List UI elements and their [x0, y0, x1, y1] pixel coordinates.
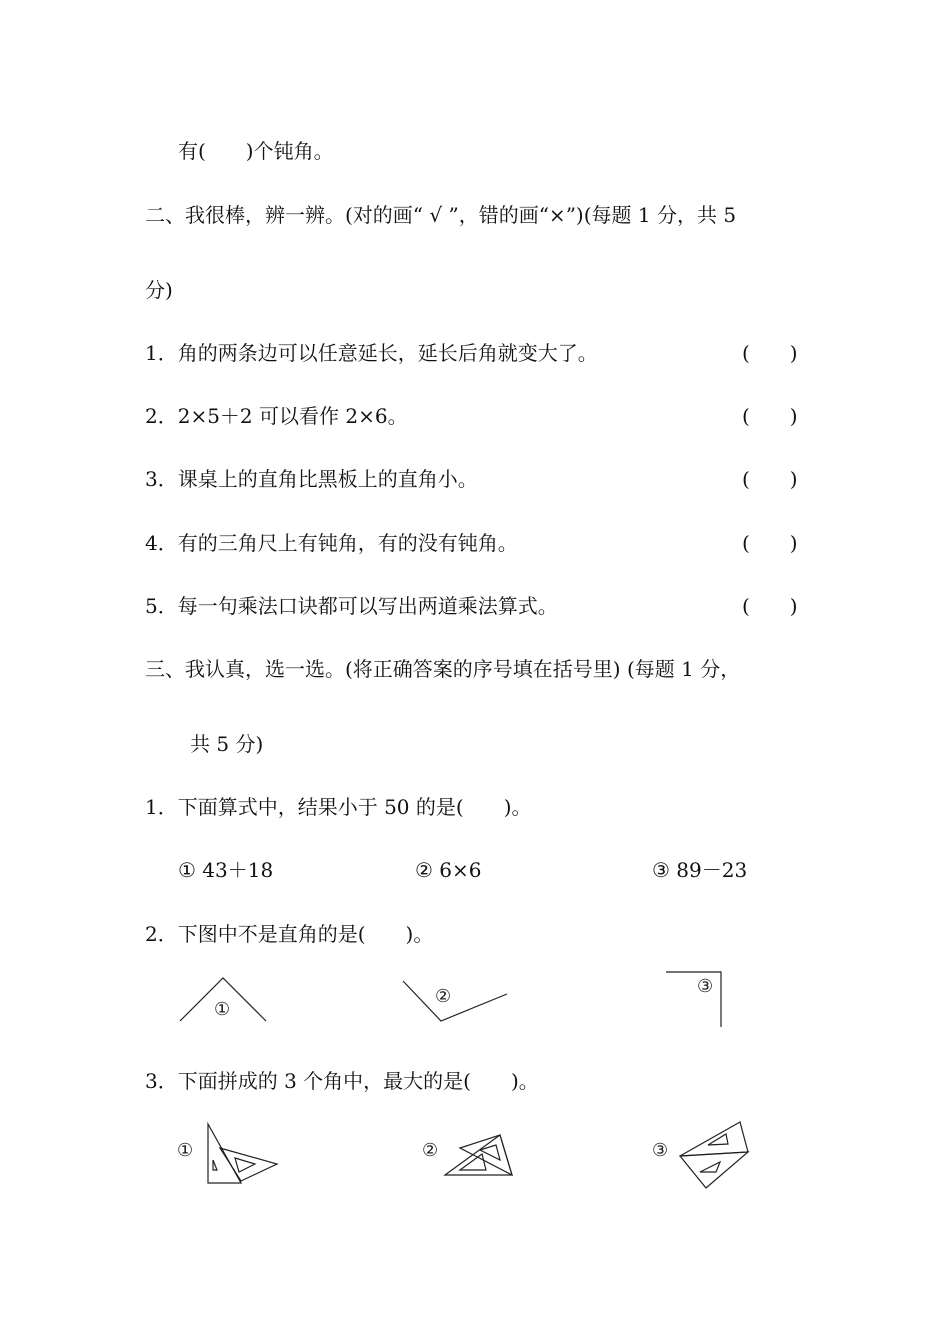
q2-figure-2[interactable] [395, 975, 515, 1030]
q3-figure-1-label: ① [177, 1140, 194, 1161]
q3-figure-3[interactable] [650, 1118, 760, 1193]
q2-figure-2-label: ② [435, 986, 452, 1007]
section2-heading-line2: 分) [145, 278, 173, 302]
q2-figure-3-label: ③ [697, 976, 714, 997]
section2-heading-line1: 二、我很棒，辨一辨。(对的画“ √ ”，错的画“×”)(每题 1 分，共 5 [145, 203, 737, 227]
q3-figure-1[interactable] [175, 1118, 285, 1193]
section3-heading-line1: 三、我认真，选一选。(将正确答案的序号填在括号里) (每题 1 分， [145, 657, 741, 681]
answer-paren-1[interactable]: ( ) [742, 341, 798, 365]
triangle-ruler-b [220, 1148, 277, 1181]
section3-q1: 1．下面算式中，结果小于 50 的是( )。 [145, 795, 532, 819]
triangle-ruler-b-hole [235, 1158, 255, 1172]
answer-paren-5[interactable]: ( ) [742, 594, 798, 618]
section2-item-4: 4．有的三角尺上有钝角，有的没有钝角。 [145, 531, 518, 555]
triangle-ruler-c-hole [460, 1154, 486, 1170]
q2-figure-1-label: ① [214, 999, 231, 1020]
section3-heading-line2: 共 5 分) [190, 732, 264, 756]
section3-q3: 3．下面拼成的 3 个角中，最大的是( )。 [145, 1069, 539, 1093]
top-line: 有( )个钝角。 [178, 139, 334, 163]
q1-option-2[interactable]: ② 6×6 [415, 858, 482, 882]
q1-option-1[interactable]: ① 43＋18 [178, 858, 274, 882]
q1-option-3[interactable]: ③ 89－23 [652, 858, 748, 882]
section2-item-1: 1．角的两条边可以任意延长，延长后角就变大了。 [145, 341, 598, 365]
triangle-ruler-a-hole [213, 1160, 217, 1170]
triangle-ruler-f [680, 1152, 748, 1188]
triangle-ruler-e [680, 1122, 748, 1156]
triangle-ruler-e-hole [708, 1134, 728, 1145]
answer-paren-3[interactable]: ( ) [742, 467, 798, 491]
section2-item-2: 2．2×5＋2 可以看作 2×6。 [145, 404, 408, 428]
section2-item-5: 5．每一句乘法口诀都可以写出两道乘法算式。 [145, 594, 558, 618]
q3-figure-2[interactable] [420, 1130, 520, 1190]
answer-paren-4[interactable]: ( ) [742, 531, 798, 555]
q2-figure-3[interactable] [660, 965, 730, 1035]
answer-paren-2[interactable]: ( ) [742, 404, 798, 428]
section2-item-3: 3．课桌上的直角比黑板上的直角小。 [145, 467, 478, 491]
q3-figure-2-label: ② [422, 1140, 439, 1161]
q3-figure-3-label: ③ [652, 1140, 669, 1161]
section3-q2: 2．下图中不是直角的是( )。 [145, 922, 434, 946]
triangle-ruler-f-hole [700, 1162, 720, 1172]
q2-figure-1[interactable] [170, 968, 280, 1030]
angle-shape-2 [403, 981, 507, 1021]
